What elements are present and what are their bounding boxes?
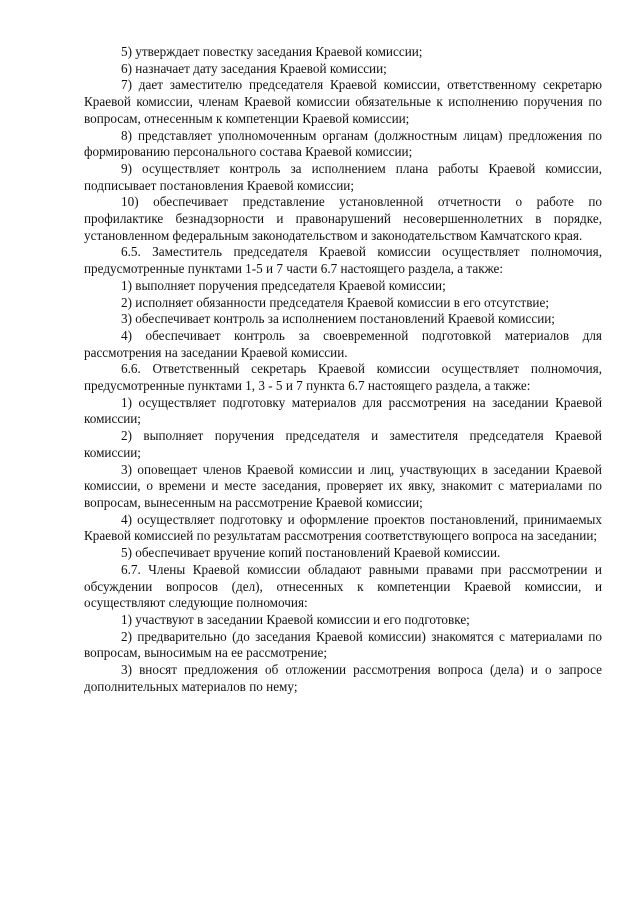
- paragraph-item-8: 8) представляет уполномоченным органам (должностным лицам) предложения по формированию персонального состава Краевой комиссии;: [84, 127, 602, 160]
- paragraph-item-7: 7) дает заместителю председателя Краевой комиссии, ответственному секретарю Краевой комиссии, членам Краевой комиссии обязательные к исполнению поручения по вопросам, отнесенным к компетенции Краевой комиссии;: [84, 77, 602, 126]
- paragraph-item-6: 6) назначает дату заседания Краевой комиссии;: [121, 60, 387, 76]
- section-6-7-item-3: 3) вносят предложения об отложении рассмотрения вопроса (дела) и о запросе дополнительных материалов по нему;: [84, 662, 602, 694]
- section-6-6-item-3: 3) оповещает членов Краевой комиссии и лиц, участвующих в заседании Краевой комиссии, о времени и месте заседания, проверяет их явку, знакомит с материалами по вопросам, вынесенным на рассмотрение Краевой комиссии;: [84, 461, 602, 510]
- section-6-5-item-3: 3) обеспечивает контроль за исполнением постановлений Краевой комиссии;: [121, 311, 555, 327]
- section-6-5-intro: 6.5. Заместитель председателя Краевой комиссии осуществляет полномочия, предусмотренные пунктами 1-5 и 7 части 6.7 настоящего раздела, а также:: [84, 244, 602, 277]
- section-6-5-item-2: 2) исполняет обязанности председателя Краевой комиссии в его отсутствие;: [121, 294, 549, 310]
- section-6-7-item-1: 1) участвуют в заседании Краевой комиссии и его подготовке;: [121, 611, 470, 627]
- section-6-6-item-5: 5) обеспечивает вручение копий постановлений Краевой комиссии.: [121, 545, 501, 561]
- document-page: [84, 44, 602, 695]
- section-6-7-item-2: 2) предварительно (до заседания Краевой комиссии) знакомятся с материалами по вопросам, выносимым на ее рассмотрение;: [84, 628, 602, 661]
- section-6-5-item-1: 1) выполняет поручения председателя Краевой комиссии;: [121, 277, 446, 293]
- section-6-5-item-4: 4) обеспечивает контроль за своевременной подготовкой материалов для рассмотрения на заседании Краевой комиссии.: [84, 327, 602, 360]
- section-6-7-intro: 6.7. Члены Краевой комиссии обладают равными правами при рассмотрении и обсуждении вопросов (дел), отнесенных к компетенции Краевой комиссии, и осуществляют следующие полномочия:: [84, 561, 602, 611]
- section-6-6-item-4: 4) осуществляет подготовку и оформление проектов постановлений, принимаемых Краевой комиссией по результатам рассмотрения соответствующего вопроса на заседании;: [84, 511, 602, 544]
- section-6-6-item-1: 1) осуществляет подготовку материалов для рассмотрения на заседании Краевой комиссии;: [84, 394, 602, 427]
- section-6-6-item-2: 2) выполняет поручения председателя и заместителя председателя Краевой комиссии;: [84, 428, 602, 460]
- paragraph-item-9: 9) осуществляет контроль за исполнением плана работы Краевой комиссии, подписывает постановления Краевой комиссии;: [84, 160, 602, 193]
- paragraph-item-5: 5) утверждает повестку заседания Краевой комиссии;: [121, 44, 423, 59]
- paragraph-item-10: 10) обеспечивает представление установленной отчетности о работе по профилактике безнадзорности и правонарушений несовершеннолетних в порядке, установленном федеральным законодательством и законодательством Камчатского края.: [84, 194, 602, 243]
- section-6-6-intro: 6.6. Ответственный секретарь Краевой комиссии осуществляет полномочия, предусмотренные пунктами 1, 3 - 5 и 7 пункта 6.7 настоящего раздела, а также:: [84, 361, 602, 394]
